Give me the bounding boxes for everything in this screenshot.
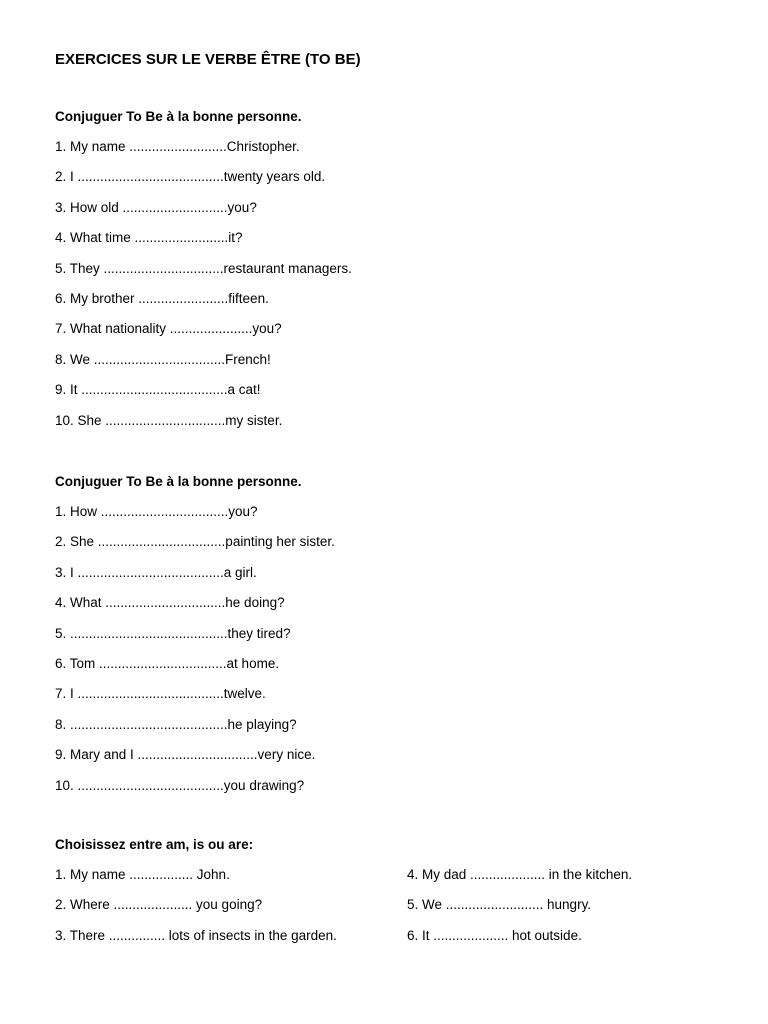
exercise-item: 6. Tom ..................................at home. xyxy=(55,655,280,671)
right-column xyxy=(407,866,632,957)
section-1-exercises xyxy=(55,138,352,442)
exercise-item: 2. Where ..................... you going? xyxy=(55,897,263,913)
section-3-heading: Choisissez entre am, is ou are: xyxy=(55,837,254,852)
exercise-item: 8. ..........................................he playing? xyxy=(55,716,297,732)
exercise-item: 4. My dad .................... in the kitchen. xyxy=(407,867,633,882)
exercise-item: 8. We ...................................French! xyxy=(55,351,271,367)
exercise-item: 5. ..........................................they tired? xyxy=(55,625,291,641)
exercise-item: 1. My name ..........................Christopher. xyxy=(55,139,300,154)
section-2-exercises xyxy=(55,503,335,807)
exercise-item: 2. I .......................................twenty years old. xyxy=(55,169,326,185)
section-1-heading: Conjuguer To Be à la bonne personne. xyxy=(55,109,302,124)
exercise-item: 3. I .......................................a girl. xyxy=(55,564,257,580)
exercise-item: 5. They ................................restaurant managers. xyxy=(55,260,352,276)
exercise-item: 7. What nationality ......................you? xyxy=(55,321,282,337)
exercise-item: 5. We .......................... hungry. xyxy=(407,897,592,913)
exercise-item: 10. She ................................my sister. xyxy=(55,412,283,428)
exercise-item: 2. She ..................................painting her sister. xyxy=(55,534,335,550)
exercise-item: 10. .......................................you drawing? xyxy=(55,777,305,793)
exercise-item: 6. My brother ........................fifteen. xyxy=(55,290,269,306)
page-title: EXERCICES SUR LE VERBE ÊTRE (TO BE) xyxy=(55,51,361,68)
exercise-item: 4. What ................................he doing? xyxy=(55,595,285,611)
exercise-item: 6. It .................... hot outside. xyxy=(407,927,582,943)
exercise-item: 7. I .......................................twelve. xyxy=(55,686,266,702)
exercise-item: 1. How ..................................you? xyxy=(55,504,258,519)
exercise-item: 4. What time .........................it? xyxy=(55,230,243,246)
left-column xyxy=(55,866,337,957)
exercise-item: 1. My name ................. John. xyxy=(55,867,230,882)
exercise-item: 9. Mary and I ................................very nice. xyxy=(55,747,316,763)
section-2-heading: Conjuguer To Be à la bonne personne. xyxy=(55,474,302,489)
exercise-item: 9. It .......................................a cat! xyxy=(55,382,261,398)
exercise-item: 3. How old ............................you? xyxy=(55,199,257,215)
exercise-item: 3. There ............... lots of insects in the garden. xyxy=(55,927,337,943)
